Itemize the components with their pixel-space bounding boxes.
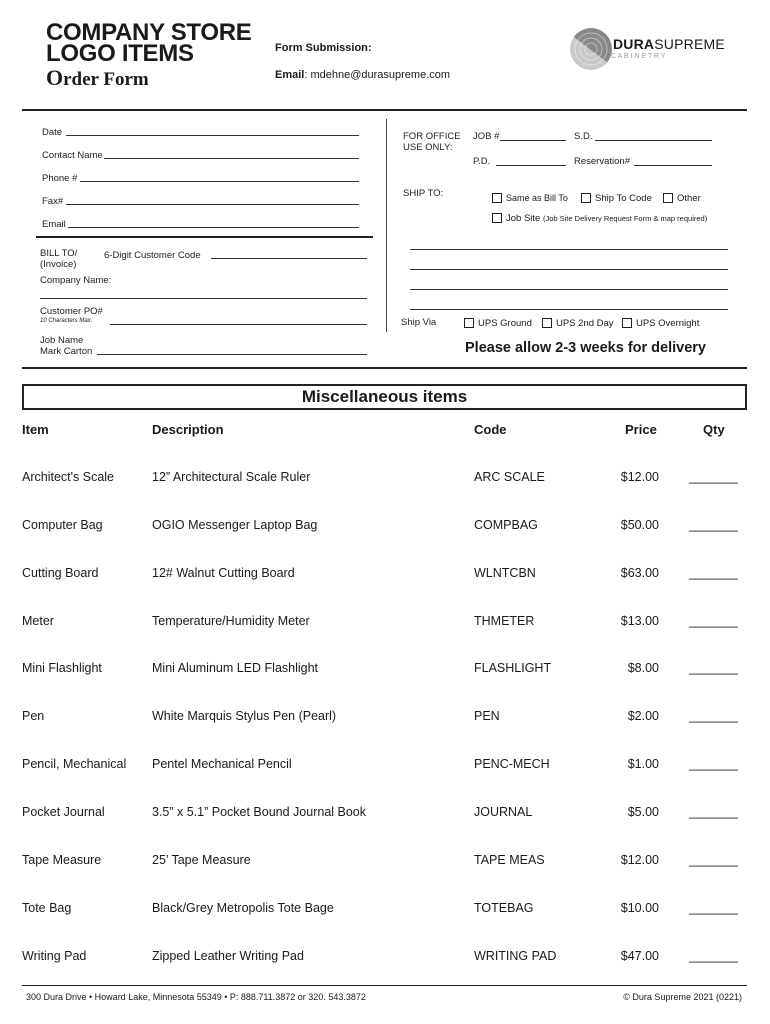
form-title-line2: LOGO ITEMS: [46, 40, 194, 67]
item-price: $1.00: [627, 757, 659, 771]
section-divider: [22, 367, 747, 369]
item-name: Pencil, Mechanical: [22, 757, 127, 771]
fax-label: Fax#: [42, 196, 64, 207]
qty-field[interactable]: _______: [689, 949, 738, 963]
customer-code-field[interactable]: [211, 258, 367, 259]
item-code: PEN: [474, 709, 500, 723]
header-qty: Qty: [703, 422, 725, 437]
item-code: TAPE MEAS: [474, 853, 545, 867]
job-name-field[interactable]: [97, 354, 367, 355]
date-label: Date: [42, 127, 63, 138]
job-number-label: JOB #: [473, 131, 500, 142]
footer-address: 300 Dura Drive • Howard Lake, Minnesota 55349 • P: 888.711.3872 or 320. 543.3872: [26, 992, 366, 1002]
ship-to-code-checkbox[interactable]: [581, 193, 591, 203]
fax-field[interactable]: [66, 204, 359, 205]
table-row: [0, 661, 770, 681]
phone-field[interactable]: [80, 181, 359, 182]
item-price: $5.00: [627, 805, 659, 819]
dura-supreme-logo-icon: [568, 26, 614, 72]
table-row: [0, 853, 770, 873]
section-title: Miscellaneous items: [22, 384, 747, 410]
email-field[interactable]: [68, 227, 359, 228]
date-field[interactable]: [66, 135, 359, 136]
footer-copyright: © Dura Supreme 2021 (0221): [623, 992, 742, 1002]
qty-field[interactable]: _______: [689, 470, 738, 484]
item-description: OGIO Messenger Laptop Bag: [152, 518, 318, 532]
reservation-field[interactable]: [634, 165, 712, 166]
ship-address-line-3[interactable]: [410, 289, 728, 290]
item-name: Pocket Journal: [22, 805, 105, 819]
form-title-line1: COMPANY STORE: [46, 19, 252, 46]
item-name: Tote Bag: [22, 901, 72, 915]
bill-to-label: BILL TO/ (Invoice): [40, 248, 78, 270]
qty-field[interactable]: _______: [689, 805, 738, 819]
item-price: $13.00: [620, 614, 659, 628]
customer-po-label: Customer PO#: [40, 306, 103, 317]
same-as-bill-checkbox[interactable]: [492, 193, 502, 203]
other-checkbox[interactable]: [663, 193, 673, 203]
item-price: $50.00: [620, 518, 659, 532]
qty-field[interactable]: _______: [689, 901, 738, 915]
form-title-line3: Order Form: [46, 65, 149, 90]
table-row: [0, 709, 770, 729]
item-description: 12# Walnut Cutting Board: [152, 566, 295, 580]
email-label: Email: [42, 219, 66, 230]
company-name-label: Company Name:: [40, 275, 112, 286]
job-site-checkbox[interactable]: [492, 213, 502, 223]
item-code: JOURNAL: [474, 805, 533, 819]
same-as-bill-option[interactable]: Same as Bill To: [492, 193, 568, 204]
pd-field[interactable]: [496, 165, 566, 166]
item-name: Writing Pad: [22, 949, 87, 963]
item-price: $8.00: [627, 661, 659, 675]
item-code: TOTEBAG: [474, 901, 534, 915]
table-row: [0, 901, 770, 921]
table-row: [0, 757, 770, 777]
item-name: Pen: [22, 709, 45, 723]
ship-to-label: SHIP TO:: [403, 188, 444, 199]
form-submission-label: Form Submission:: [275, 42, 372, 54]
ups-ground-option[interactable]: UPS Ground: [464, 318, 532, 329]
item-description: 12” Architectural Scale Ruler: [152, 470, 311, 484]
qty-field[interactable]: _______: [689, 661, 738, 675]
customer-po-field[interactable]: [110, 324, 367, 325]
item-name: Architect's Scale: [22, 470, 115, 484]
vertical-divider: [386, 119, 387, 332]
company-name-field[interactable]: [40, 298, 367, 299]
item-description: Mini Aluminum LED Flashlight: [152, 661, 319, 675]
table-row: [0, 566, 770, 586]
job-name-label: Job Name Mark Carton: [40, 335, 93, 357]
item-name: Mini Flashlight: [22, 661, 102, 675]
item-price: $63.00: [620, 566, 659, 580]
item-price: $47.00: [620, 949, 659, 963]
qty-field[interactable]: _______: [689, 709, 738, 723]
item-code: WLNTCBN: [474, 566, 536, 580]
table-row: [0, 518, 770, 538]
office-use-label: FOR OFFICE USE ONLY:: [403, 131, 461, 153]
contact-name-label: Contact Name: [42, 150, 103, 161]
item-description: Black/Grey Metropolis Tote Bage: [152, 901, 334, 915]
footer-divider: [22, 985, 747, 986]
ship-via-label: Ship Via: [401, 317, 437, 328]
ship-address-line-4[interactable]: [410, 309, 728, 310]
phone-label: Phone #: [42, 173, 78, 184]
ups-2nd-day-option[interactable]: UPS 2nd Day: [542, 318, 614, 329]
item-code: COMPBAG: [474, 518, 538, 532]
table-row: [0, 470, 770, 490]
item-code: ARC SCALE: [474, 470, 545, 484]
delivery-notice: Please allow 2-3 weeks for delivery: [465, 340, 706, 356]
item-code: PENC-MECH: [474, 757, 550, 771]
contact-name-field[interactable]: [104, 158, 359, 159]
header-code: Code: [474, 422, 507, 437]
submission-email: Email: mdehne@durasupreme.com: [275, 69, 451, 81]
item-name: Tape Measure: [22, 853, 102, 867]
customer-po-note: 10 Characters Max.: [40, 318, 93, 324]
item-price: $12.00: [620, 853, 659, 867]
sd-label: S.D.: [574, 131, 593, 142]
item-name: Computer Bag: [22, 518, 103, 532]
reservation-label: Reservation#: [574, 156, 630, 167]
table-row: [0, 614, 770, 634]
table-row: [0, 949, 770, 969]
other-option[interactable]: Other: [663, 193, 701, 204]
pd-label: P.D.: [473, 156, 491, 167]
logo-wordmark: DURASUPREME: [613, 36, 725, 52]
item-price: $2.00: [627, 709, 659, 723]
ship-address-line-2[interactable]: [410, 269, 728, 270]
item-description: Temperature/Humidity Meter: [152, 614, 310, 628]
qty-field[interactable]: _______: [689, 757, 738, 771]
ship-to-code-option[interactable]: Ship To Code: [581, 193, 652, 204]
header-divider: [22, 109, 747, 111]
header-item: Item: [22, 422, 49, 437]
table-row: [0, 805, 770, 825]
item-description: Pentel Mechanical Pencil: [152, 757, 292, 771]
ups-overnight-option[interactable]: UPS Overnight: [622, 318, 699, 329]
ups-ground-checkbox[interactable]: [464, 318, 474, 328]
item-code: THMETER: [474, 614, 535, 628]
ups-2nd-day-checkbox[interactable]: [542, 318, 552, 328]
customer-code-label: 6-Digit Customer Code: [104, 250, 201, 261]
qty-field[interactable]: _______: [689, 518, 738, 532]
logo-subtext: C A B I N E T R Y: [611, 53, 666, 60]
sd-field[interactable]: [595, 140, 712, 141]
ups-overnight-checkbox[interactable]: [622, 318, 632, 328]
item-description: Zipped Leather Writing Pad: [152, 949, 304, 963]
item-name: Cutting Board: [22, 566, 99, 580]
item-code: WRITING PAD: [474, 949, 557, 963]
item-description: White Marquis Stylus Pen (Pearl): [152, 709, 337, 723]
item-price: $10.00: [620, 901, 659, 915]
item-price: $12.00: [620, 470, 659, 484]
contact-divider: [36, 236, 373, 238]
qty-field[interactable]: _______: [689, 614, 738, 628]
qty-field[interactable]: _______: [689, 566, 738, 580]
header-description: Description: [152, 422, 224, 437]
item-name: Meter: [22, 614, 54, 628]
item-code: FLASHLIGHT: [474, 661, 552, 675]
qty-field[interactable]: _______: [689, 853, 738, 867]
job-site-option[interactable]: Job Site (Job Site Delivery Request Form & map required): [492, 213, 707, 224]
item-description: 25’ Tape Measure: [152, 853, 251, 867]
job-number-field[interactable]: [500, 140, 566, 141]
header-price: Price: [625, 422, 657, 437]
item-description: 3.5” x 5.1” Pocket Bound Journal Book: [152, 805, 367, 819]
ship-address-line-1[interactable]: [410, 249, 728, 250]
